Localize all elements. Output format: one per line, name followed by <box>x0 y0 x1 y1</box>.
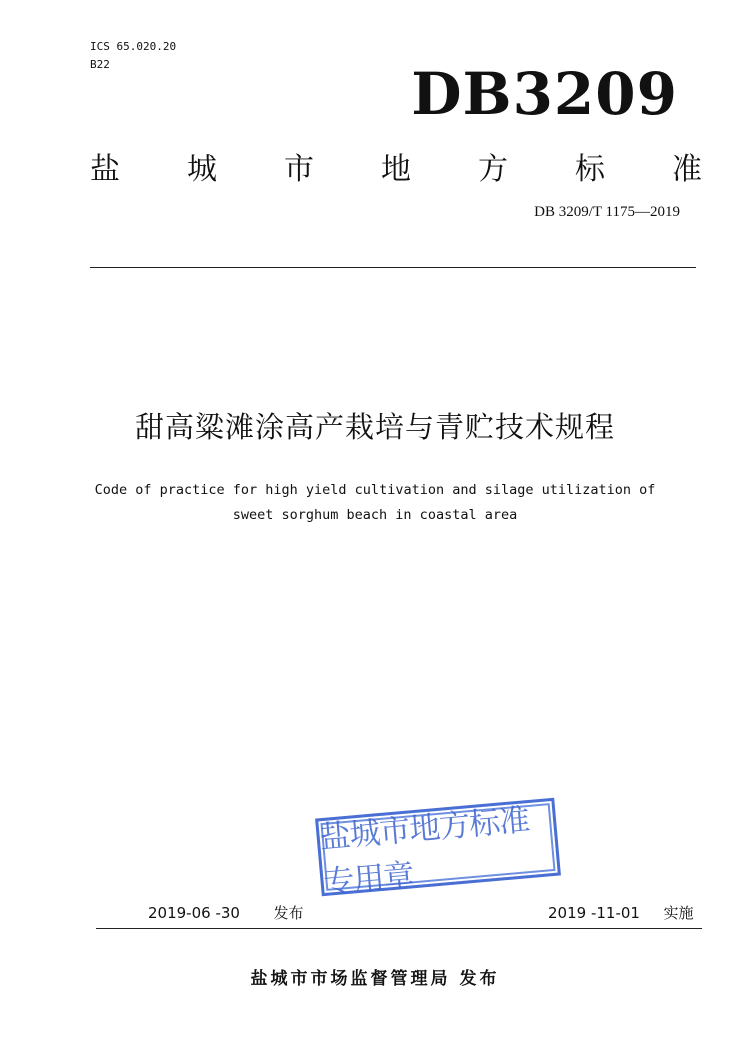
standard-number: DB 3209/T 1175—2019 <box>534 204 680 220</box>
english-title-line: sweet sorghum beach in coastal area <box>232 507 518 523</box>
issuing-authority: 盐城市市场监督管理局 发布 <box>250 969 500 989</box>
heading-char: 方 <box>478 152 508 187</box>
local-standard-heading <box>90 144 702 188</box>
classification-codes <box>90 38 176 74</box>
implement-date-block <box>548 902 694 923</box>
english-title-line: Code of practice for high yield cultivation and silage utilization of <box>94 482 656 498</box>
heading-char: 标 <box>575 152 605 187</box>
top-divider <box>90 267 696 268</box>
official-seal-stamp <box>315 798 561 902</box>
document-title-chinese: 甜高粱滩涂高产栽培与青贮技术规程 <box>134 410 615 444</box>
publish-date-block <box>148 902 304 923</box>
db-code: DB3209 <box>411 60 678 128</box>
stamp-text: 盐城市地方标准专用章 <box>318 802 531 902</box>
publish-label: 发布 <box>273 904 304 922</box>
bottom-divider <box>96 928 702 929</box>
heading-char: 盐 <box>90 152 120 187</box>
implement-date: 2019 -11-01 <box>548 904 640 922</box>
ccs-code: B22 <box>90 58 110 71</box>
heading-char: 城 <box>187 152 217 187</box>
heading-char: 地 <box>381 152 411 187</box>
ics-code: ICS 65.020.20 <box>90 40 177 53</box>
heading-char: 准 <box>672 152 702 187</box>
implement-label: 实施 <box>663 904 694 922</box>
heading-char: 市 <box>284 152 314 187</box>
publish-date: 2019-06 -30 <box>148 904 240 922</box>
document-title-english <box>60 478 690 528</box>
